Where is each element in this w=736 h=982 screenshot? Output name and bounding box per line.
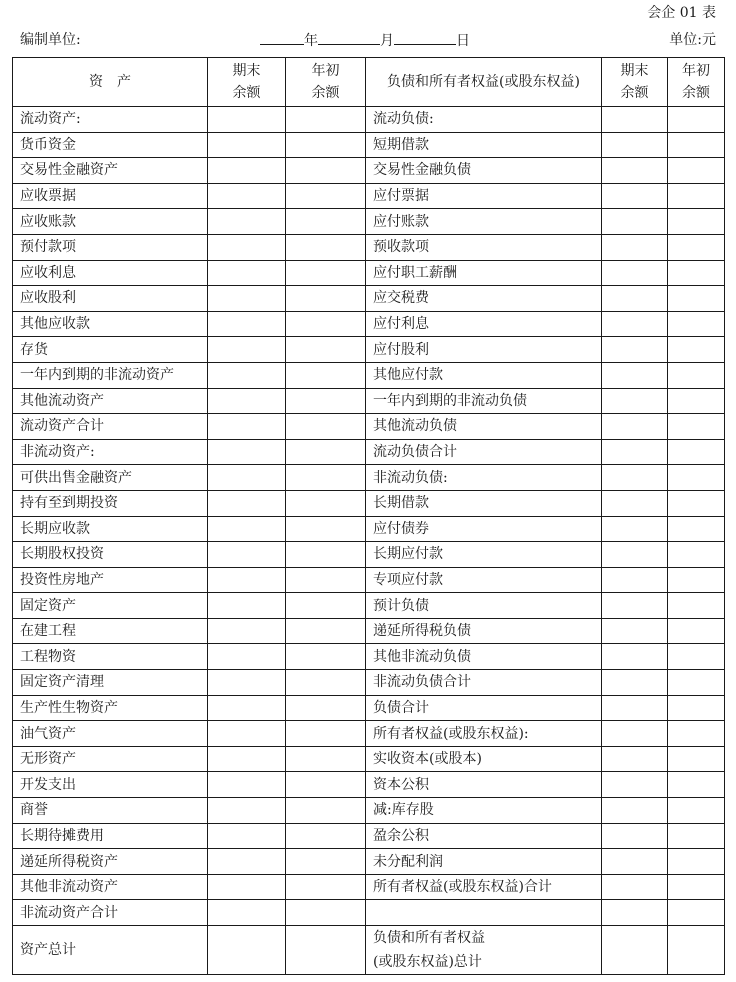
header-line: 期末 bbox=[620, 63, 649, 79]
begin-balance-cell[interactable] bbox=[286, 183, 366, 209]
asset-item-label: 商誉 bbox=[13, 798, 208, 824]
begin-balance-cell[interactable] bbox=[668, 618, 725, 644]
end-balance-cell[interactable] bbox=[602, 772, 668, 798]
begin-balance-cell[interactable] bbox=[286, 746, 366, 772]
end-balance-cell[interactable] bbox=[602, 644, 668, 670]
asset-item-label: 交易性金融资产 bbox=[13, 158, 208, 184]
begin-balance-cell[interactable] bbox=[286, 772, 366, 798]
end-balance-cell[interactable] bbox=[602, 618, 668, 644]
total-row bbox=[13, 926, 725, 975]
asset-item-label: 固定资产 bbox=[13, 593, 208, 619]
begin-balance-cell[interactable] bbox=[668, 721, 725, 747]
asset-item-label: 开发支出 bbox=[13, 772, 208, 798]
liability-item-label: 应付职工薪酬 bbox=[366, 260, 602, 286]
liability-item-label: 盈余公积 bbox=[366, 823, 602, 849]
end-balance-cell[interactable] bbox=[208, 823, 286, 849]
liability-item-label: 递延所得税负债 bbox=[366, 618, 602, 644]
begin-balance-cell[interactable] bbox=[286, 388, 366, 414]
end-balance-cell[interactable] bbox=[208, 286, 286, 312]
begin-balance-cell[interactable] bbox=[286, 311, 366, 337]
liability-item-label: 应付账款 bbox=[366, 209, 602, 235]
table-row bbox=[13, 874, 725, 900]
begin-balance-cell[interactable] bbox=[668, 414, 725, 440]
table-row bbox=[13, 695, 725, 721]
table-row bbox=[13, 490, 725, 516]
begin-balance-cell[interactable] bbox=[286, 465, 366, 491]
end-balance-cell[interactable] bbox=[208, 465, 286, 491]
liability-item-label: 预计负债 bbox=[366, 593, 602, 619]
begin-balance-cell[interactable] bbox=[286, 618, 366, 644]
report-date bbox=[260, 30, 470, 51]
end-balance-cell[interactable] bbox=[208, 542, 286, 568]
end-balance-cell[interactable] bbox=[602, 849, 668, 875]
begin-balance-cell[interactable] bbox=[668, 644, 725, 670]
end-balance-cell[interactable] bbox=[602, 183, 668, 209]
liability-item-label: 未分配利润 bbox=[366, 849, 602, 875]
year-label: 年 bbox=[304, 33, 318, 49]
begin-balance-cell[interactable] bbox=[286, 132, 366, 158]
begin-balance-cell[interactable] bbox=[668, 900, 725, 926]
end-balance-cell[interactable] bbox=[602, 567, 668, 593]
liabilities-end-balance-header bbox=[602, 58, 668, 107]
begin-balance-cell[interactable] bbox=[286, 823, 366, 849]
begin-balance-cell[interactable] bbox=[668, 439, 725, 465]
end-balance-cell[interactable] bbox=[208, 874, 286, 900]
begin-balance-cell[interactable] bbox=[286, 695, 366, 721]
end-balance-cell[interactable] bbox=[208, 849, 286, 875]
asset-item-label: 应收利息 bbox=[13, 260, 208, 286]
begin-balance-cell[interactable] bbox=[668, 798, 725, 824]
end-balance-cell[interactable] bbox=[602, 721, 668, 747]
liability-item-label: 其他应付款 bbox=[366, 362, 602, 388]
end-balance-cell[interactable] bbox=[602, 746, 668, 772]
table-row bbox=[13, 721, 725, 747]
liability-item-label: 非流动负债: bbox=[366, 465, 602, 491]
asset-item-label: 投资性房地产 bbox=[13, 567, 208, 593]
asset-item-label: 工程物资 bbox=[13, 644, 208, 670]
end-balance-cell[interactable] bbox=[208, 158, 286, 184]
liability-item-label: 减:库存股 bbox=[366, 798, 602, 824]
end-balance-cell[interactable] bbox=[208, 132, 286, 158]
begin-balance-cell[interactable] bbox=[286, 900, 366, 926]
end-balance-cell[interactable] bbox=[602, 593, 668, 619]
end-balance-cell[interactable] bbox=[602, 234, 668, 260]
asset-item-label: 一年内到期的非流动资产 bbox=[13, 362, 208, 388]
header-line: 期末 bbox=[232, 63, 261, 79]
begin-balance-cell[interactable] bbox=[668, 209, 725, 235]
balance-sheet-table bbox=[12, 57, 725, 975]
end-balance-cell[interactable] bbox=[208, 670, 286, 696]
table-row bbox=[13, 823, 725, 849]
end-balance-cell[interactable] bbox=[208, 798, 286, 824]
end-balance-cell[interactable] bbox=[208, 311, 286, 337]
end-balance-cell[interactable] bbox=[208, 516, 286, 542]
asset-item-label: 递延所得税资产 bbox=[13, 849, 208, 875]
day-label: 日 bbox=[456, 33, 470, 49]
liability-item-label: 短期借款 bbox=[366, 132, 602, 158]
table-row bbox=[13, 644, 725, 670]
end-balance-cell[interactable] bbox=[602, 311, 668, 337]
asset-item-label: 持有至到期投资 bbox=[13, 490, 208, 516]
preparing-unit-label: 编制单位: bbox=[20, 32, 81, 48]
currency-unit: 单位:元 bbox=[669, 32, 716, 48]
begin-balance-cell[interactable] bbox=[668, 260, 725, 286]
end-balance-cell[interactable] bbox=[602, 158, 668, 184]
end-balance-cell[interactable] bbox=[602, 337, 668, 363]
asset-item-label: 非流动资产: bbox=[13, 439, 208, 465]
begin-balance-cell[interactable] bbox=[286, 107, 366, 133]
end-balance-cell[interactable] bbox=[602, 542, 668, 568]
end-balance-cell[interactable] bbox=[602, 695, 668, 721]
assets-column-header: 资 产 bbox=[13, 58, 208, 107]
end-balance-cell[interactable] bbox=[602, 362, 668, 388]
liability-item-label: 一年内到期的非流动负债 bbox=[366, 388, 602, 414]
begin-balance-cell[interactable] bbox=[668, 337, 725, 363]
begin-balance-cell[interactable] bbox=[668, 311, 725, 337]
end-balance-cell[interactable] bbox=[208, 414, 286, 440]
table-row bbox=[13, 286, 725, 312]
end-balance-cell[interactable] bbox=[208, 260, 286, 286]
table-row bbox=[13, 465, 725, 491]
begin-balance-cell[interactable] bbox=[668, 542, 725, 568]
liability-item-label: 预收款项 bbox=[366, 234, 602, 260]
begin-balance-cell[interactable] bbox=[668, 234, 725, 260]
total-assets-label: 资产总计 bbox=[13, 926, 208, 975]
table-row bbox=[13, 516, 725, 542]
month-label: 月 bbox=[380, 33, 394, 49]
begin-balance-cell[interactable] bbox=[668, 695, 725, 721]
liability-item-label: 长期借款 bbox=[366, 490, 602, 516]
begin-balance-cell[interactable] bbox=[668, 772, 725, 798]
begin-balance-cell[interactable] bbox=[668, 746, 725, 772]
begin-balance-cell[interactable] bbox=[286, 644, 366, 670]
asset-item-label: 长期股权投资 bbox=[13, 542, 208, 568]
begin-balance-cell[interactable] bbox=[286, 849, 366, 875]
table-row bbox=[13, 311, 725, 337]
begin-balance-cell[interactable] bbox=[668, 362, 725, 388]
liability-item-label: 负债合计 bbox=[366, 695, 602, 721]
end-balance-cell[interactable] bbox=[602, 209, 668, 235]
begin-balance-cell[interactable] bbox=[286, 234, 366, 260]
begin-balance-cell[interactable] bbox=[286, 926, 366, 975]
asset-item-label: 预付款项 bbox=[13, 234, 208, 260]
liability-item-label: 非流动负债合计 bbox=[366, 670, 602, 696]
begin-balance-cell[interactable] bbox=[668, 286, 725, 312]
table-row bbox=[13, 772, 725, 798]
asset-item-label: 流动资产合计 bbox=[13, 414, 208, 440]
liability-item-label: 交易性金融负债 bbox=[366, 158, 602, 184]
begin-balance-cell[interactable] bbox=[668, 183, 725, 209]
end-balance-cell[interactable] bbox=[208, 644, 286, 670]
table-row bbox=[13, 158, 725, 184]
liability-item-label: 其他流动负债 bbox=[366, 414, 602, 440]
end-balance-cell[interactable] bbox=[208, 388, 286, 414]
end-balance-cell[interactable] bbox=[602, 439, 668, 465]
table-row bbox=[13, 542, 725, 568]
end-balance-cell[interactable] bbox=[208, 593, 286, 619]
total-liabilities-line1: 负债和所有者权益 bbox=[373, 930, 485, 946]
report-header bbox=[20, 30, 716, 50]
month-blank bbox=[318, 30, 380, 45]
table-row bbox=[13, 388, 725, 414]
liability-item-label: 所有者权益(或股东权益): bbox=[366, 721, 602, 747]
begin-balance-cell[interactable] bbox=[286, 670, 366, 696]
asset-item-label: 其他应收款 bbox=[13, 311, 208, 337]
header-line: 余额 bbox=[311, 85, 340, 101]
asset-item-label: 应收账款 bbox=[13, 209, 208, 235]
end-balance-cell[interactable] bbox=[602, 132, 668, 158]
table-row bbox=[13, 414, 725, 440]
end-balance-cell[interactable] bbox=[602, 388, 668, 414]
table-row bbox=[13, 209, 725, 235]
begin-balance-cell[interactable] bbox=[286, 337, 366, 363]
end-balance-cell[interactable] bbox=[208, 900, 286, 926]
asset-item-label: 无形资产 bbox=[13, 746, 208, 772]
asset-item-label: 其他非流动资产 bbox=[13, 874, 208, 900]
liability-item-label: 应付股利 bbox=[366, 337, 602, 363]
liability-item-label: 应付利息 bbox=[366, 311, 602, 337]
table-row bbox=[13, 618, 725, 644]
table-row bbox=[13, 362, 725, 388]
begin-balance-cell[interactable] bbox=[286, 286, 366, 312]
end-balance-cell[interactable] bbox=[208, 362, 286, 388]
begin-balance-cell[interactable] bbox=[668, 874, 725, 900]
liability-item-label: 资本公积 bbox=[366, 772, 602, 798]
begin-balance-cell[interactable] bbox=[668, 158, 725, 184]
asset-item-label: 存货 bbox=[13, 337, 208, 363]
asset-item-label: 长期应收款 bbox=[13, 516, 208, 542]
table-row bbox=[13, 670, 725, 696]
end-balance-cell[interactable] bbox=[208, 439, 286, 465]
end-balance-cell[interactable] bbox=[208, 107, 286, 133]
liability-item-label: 所有者权益(或股东权益)合计 bbox=[366, 874, 602, 900]
end-balance-cell[interactable] bbox=[208, 234, 286, 260]
asset-item-label: 流动资产: bbox=[13, 107, 208, 133]
table-row bbox=[13, 900, 725, 926]
header-line: 年初 bbox=[311, 63, 340, 79]
begin-balance-cell[interactable] bbox=[286, 593, 366, 619]
table-row bbox=[13, 849, 725, 875]
header-line: 余额 bbox=[232, 85, 261, 101]
assets-end-balance-header bbox=[208, 58, 286, 107]
begin-balance-cell[interactable] bbox=[668, 567, 725, 593]
liability-item-label: 实收资本(或股本) bbox=[366, 746, 602, 772]
liabilities-begin-balance-header bbox=[668, 58, 725, 107]
end-balance-cell[interactable] bbox=[208, 721, 286, 747]
total-liabilities-line2: (或股东权益)总计 bbox=[373, 954, 482, 970]
begin-balance-cell[interactable] bbox=[286, 260, 366, 286]
end-balance-cell[interactable] bbox=[208, 695, 286, 721]
liability-item-label: 应交税费 bbox=[366, 286, 602, 312]
liabilities-column-header: 负债和所有者权益(或股东权益) bbox=[366, 58, 602, 107]
end-balance-cell[interactable] bbox=[602, 414, 668, 440]
end-balance-cell[interactable] bbox=[208, 209, 286, 235]
end-balance-cell[interactable] bbox=[208, 490, 286, 516]
begin-balance-cell[interactable] bbox=[286, 209, 366, 235]
liability-item-label: 专项应付款 bbox=[366, 567, 602, 593]
liability-item-label: 应付票据 bbox=[366, 183, 602, 209]
begin-balance-cell[interactable] bbox=[668, 107, 725, 133]
liability-item-label: 流动负债: bbox=[366, 107, 602, 133]
end-balance-cell[interactable] bbox=[602, 670, 668, 696]
asset-item-label: 应收股利 bbox=[13, 286, 208, 312]
liability-item-label bbox=[366, 900, 602, 926]
begin-balance-cell[interactable] bbox=[668, 132, 725, 158]
liability-item-label: 流动负债合计 bbox=[366, 439, 602, 465]
table-row bbox=[13, 439, 725, 465]
year-blank bbox=[260, 30, 304, 45]
asset-item-label: 长期待摊费用 bbox=[13, 823, 208, 849]
table-row bbox=[13, 132, 725, 158]
begin-balance-cell[interactable] bbox=[286, 490, 366, 516]
asset-item-label: 在建工程 bbox=[13, 618, 208, 644]
begin-balance-cell[interactable] bbox=[286, 362, 366, 388]
end-balance-cell[interactable] bbox=[602, 874, 668, 900]
end-balance-cell[interactable] bbox=[602, 516, 668, 542]
begin-balance-cell[interactable] bbox=[286, 721, 366, 747]
table-row bbox=[13, 567, 725, 593]
liability-item-label: 长期应付款 bbox=[366, 542, 602, 568]
table-row bbox=[13, 798, 725, 824]
begin-balance-cell[interactable] bbox=[668, 388, 725, 414]
asset-item-label: 固定资产清理 bbox=[13, 670, 208, 696]
begin-balance-cell[interactable] bbox=[286, 567, 366, 593]
begin-balance-cell[interactable] bbox=[668, 490, 725, 516]
table-row bbox=[13, 337, 725, 363]
asset-item-label: 其他流动资产 bbox=[13, 388, 208, 414]
header-line: 余额 bbox=[682, 85, 710, 101]
end-balance-cell[interactable] bbox=[602, 823, 668, 849]
begin-balance-cell[interactable] bbox=[668, 670, 725, 696]
begin-balance-cell[interactable] bbox=[668, 823, 725, 849]
end-balance-cell[interactable] bbox=[208, 567, 286, 593]
end-balance-cell[interactable] bbox=[208, 618, 286, 644]
header-line: 余额 bbox=[620, 85, 649, 101]
asset-item-label: 应收票据 bbox=[13, 183, 208, 209]
asset-item-label: 非流动资产合计 bbox=[13, 900, 208, 926]
end-balance-cell[interactable] bbox=[602, 465, 668, 491]
header-line: 年初 bbox=[682, 63, 710, 79]
begin-balance-cell[interactable] bbox=[286, 874, 366, 900]
table-row bbox=[13, 593, 725, 619]
table-header-row bbox=[13, 58, 725, 107]
table-row bbox=[13, 107, 725, 133]
begin-balance-cell[interactable] bbox=[286, 516, 366, 542]
begin-balance-cell[interactable] bbox=[668, 849, 725, 875]
end-balance-cell[interactable] bbox=[208, 183, 286, 209]
end-balance-cell[interactable] bbox=[602, 900, 668, 926]
begin-balance-cell[interactable] bbox=[286, 798, 366, 824]
begin-balance-cell[interactable] bbox=[668, 593, 725, 619]
end-balance-cell[interactable] bbox=[208, 772, 286, 798]
end-balance-cell[interactable] bbox=[602, 260, 668, 286]
end-balance-cell[interactable] bbox=[602, 926, 668, 975]
balance-sheet-body bbox=[13, 107, 725, 926]
liability-item-label: 其他非流动负债 bbox=[366, 644, 602, 670]
end-balance-cell[interactable] bbox=[602, 107, 668, 133]
begin-balance-cell[interactable] bbox=[286, 158, 366, 184]
form-code: 会企 01 表 bbox=[647, 5, 716, 21]
asset-item-label: 货币资金 bbox=[13, 132, 208, 158]
begin-balance-cell[interactable] bbox=[668, 465, 725, 491]
table-row bbox=[13, 260, 725, 286]
begin-balance-cell[interactable] bbox=[286, 542, 366, 568]
end-balance-cell[interactable] bbox=[602, 490, 668, 516]
table-row bbox=[13, 234, 725, 260]
asset-item-label: 可供出售金融资产 bbox=[13, 465, 208, 491]
asset-item-label: 油气资产 bbox=[13, 721, 208, 747]
assets-begin-balance-header bbox=[286, 58, 366, 107]
end-balance-cell[interactable] bbox=[602, 286, 668, 312]
end-balance-cell[interactable] bbox=[208, 337, 286, 363]
end-balance-cell[interactable] bbox=[208, 746, 286, 772]
total-liabilities-equity-label bbox=[366, 926, 602, 975]
liability-item-label: 应付债券 bbox=[366, 516, 602, 542]
begin-balance-cell[interactable] bbox=[668, 926, 725, 975]
begin-balance-cell[interactable] bbox=[286, 414, 366, 440]
day-blank bbox=[394, 30, 456, 45]
end-balance-cell[interactable] bbox=[208, 926, 286, 975]
begin-balance-cell[interactable] bbox=[286, 439, 366, 465]
asset-item-label: 生产性生物资产 bbox=[13, 695, 208, 721]
end-balance-cell[interactable] bbox=[602, 798, 668, 824]
table-row bbox=[13, 183, 725, 209]
begin-balance-cell[interactable] bbox=[668, 516, 725, 542]
table-row bbox=[13, 746, 725, 772]
